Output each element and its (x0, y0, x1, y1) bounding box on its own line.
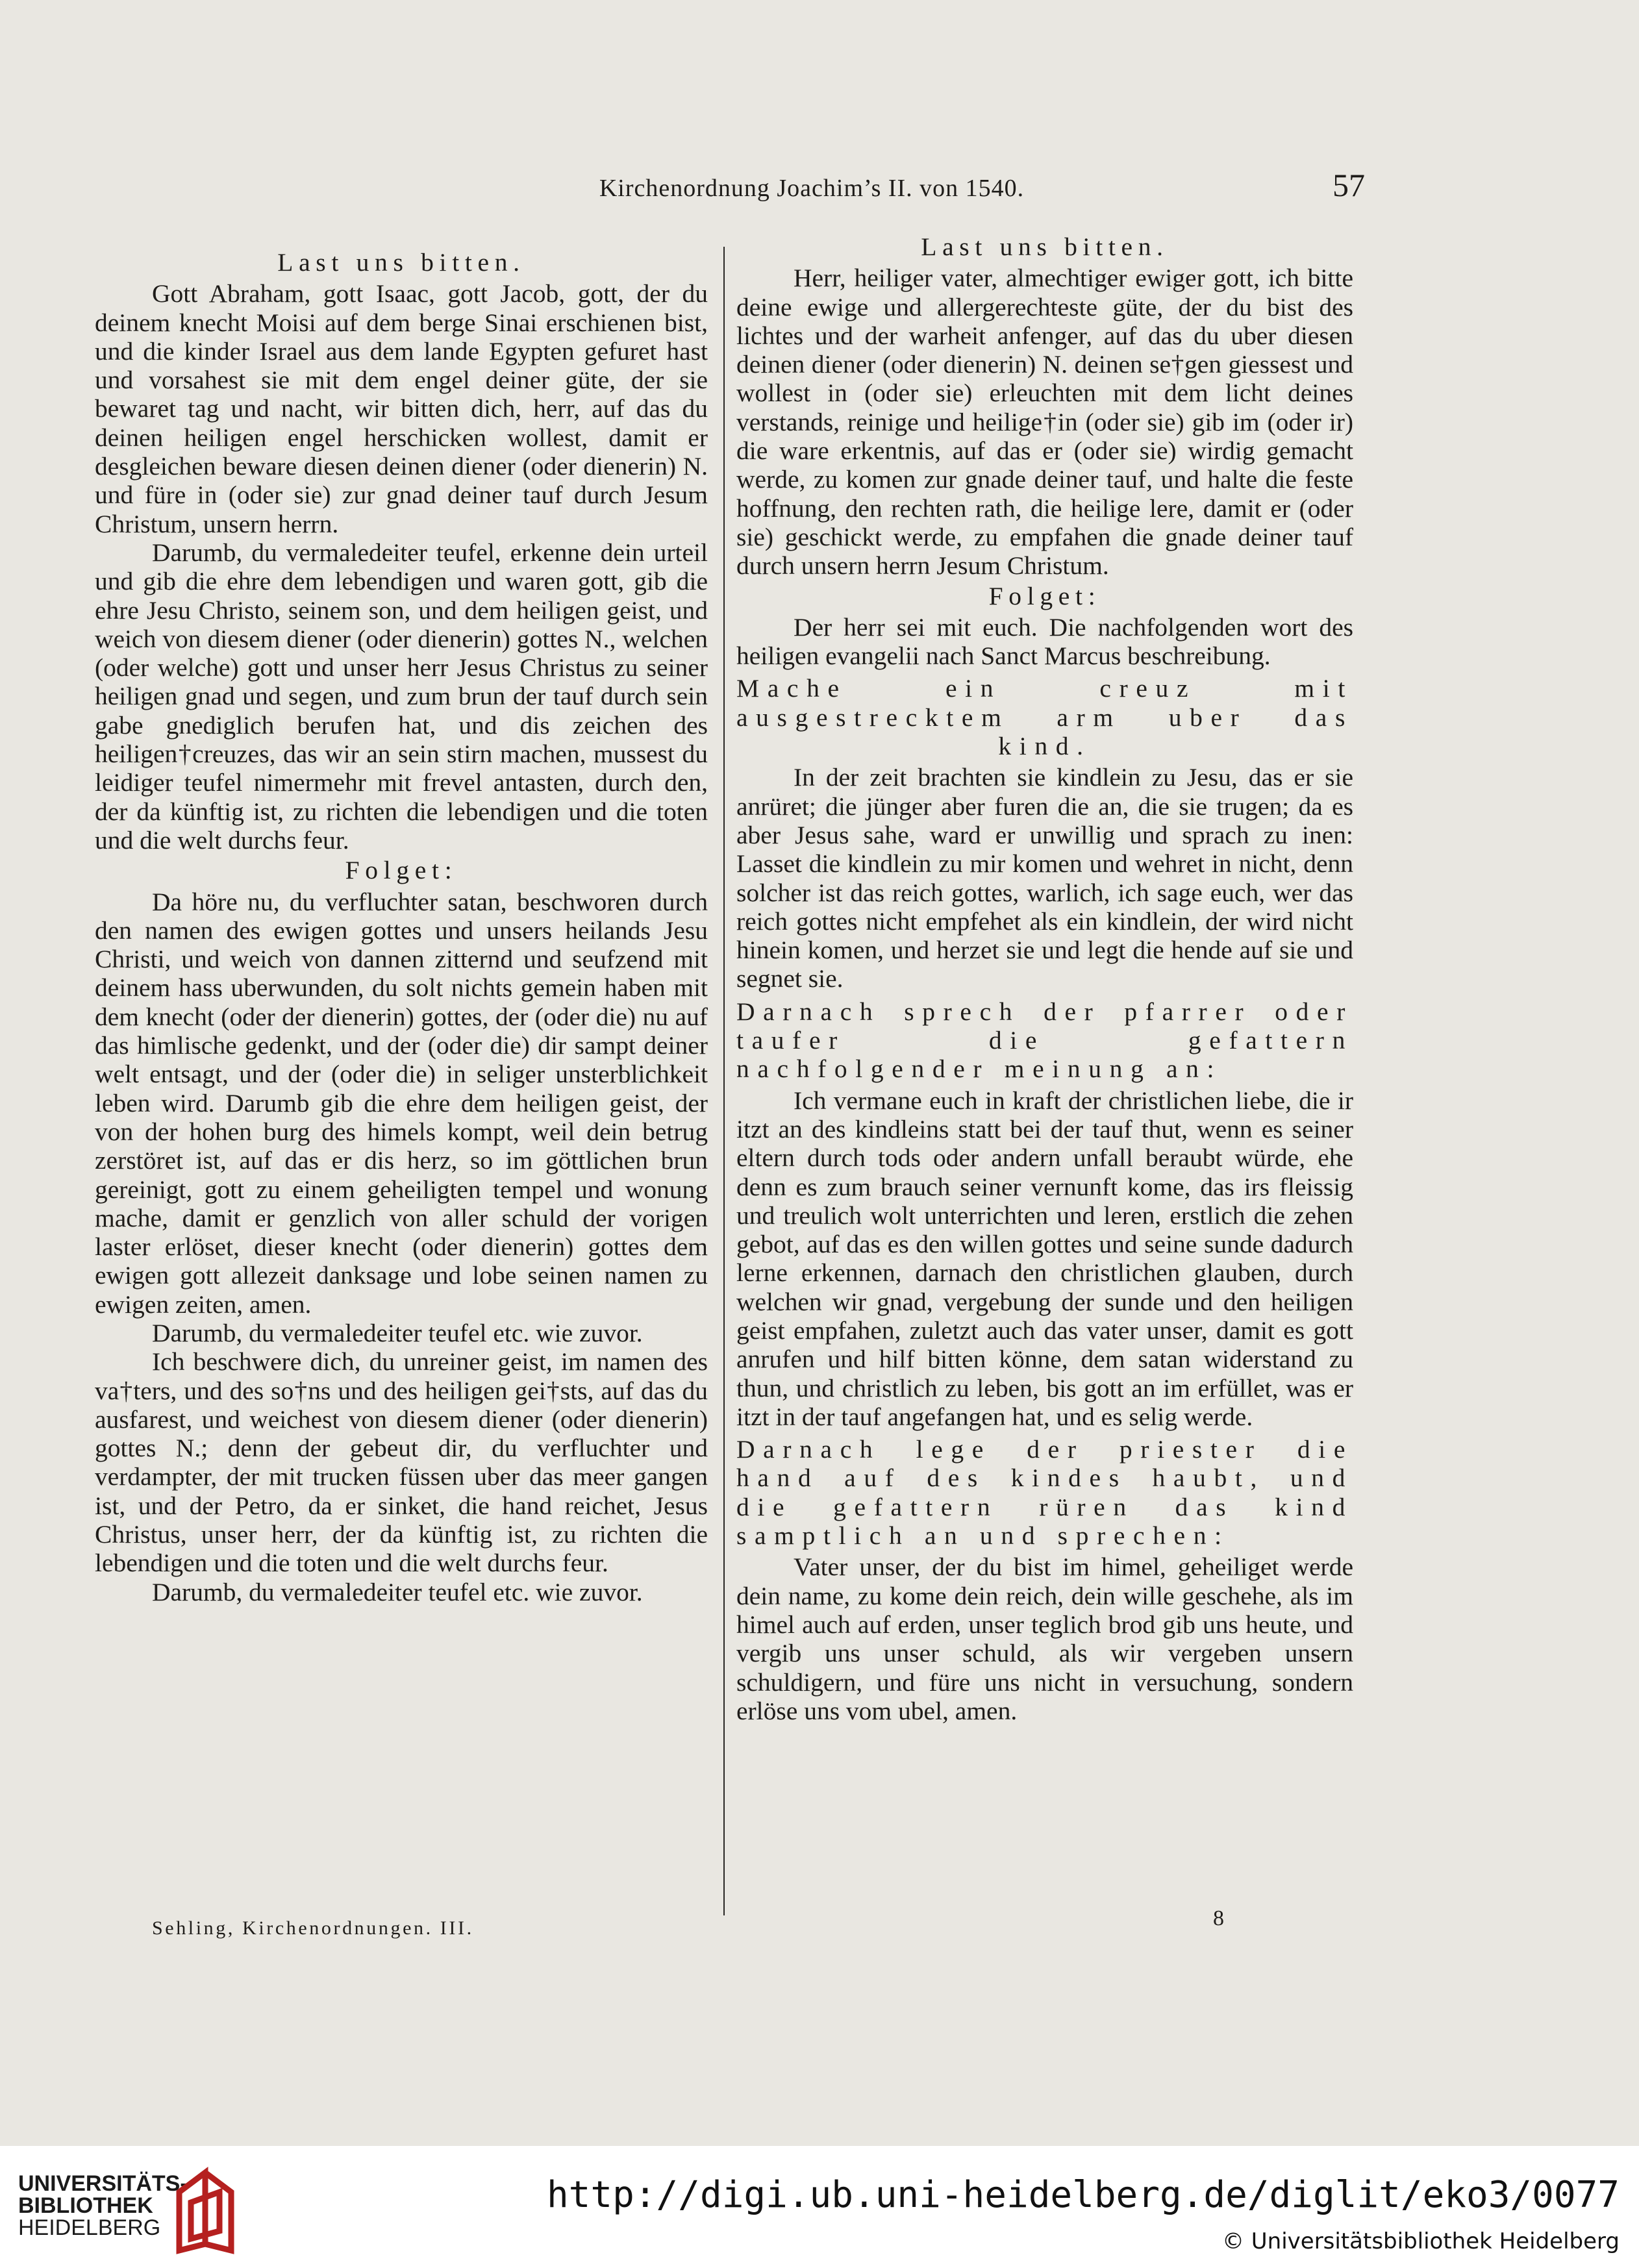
rubric-instruction: Darnach lege der priester die hand auf des kindes haubt, und die gefattern rüren das kind samptlich an und sprechen: (736, 1435, 1353, 1551)
sheet-number: 8 (1213, 1906, 1224, 1930)
right-column (736, 231, 1353, 1725)
paragraph: Ich beschwere dich, du unreiner geist, im namen des va†ters, und des so†ns und des heiligen gei†sts, auf das du ausfarest, und weichest von diesem diener (oder dienerin) gottes N.; denn der gebeut dir, du verfluchter und verdampter, der mit trucken füssen uber das meer gangen ist, und der Petro, da er sinket, die hand reichet, Jesus Christus, unser herr, der da künftig ist, zu richten die lebendigen und die toten und die welt durchs feur. (95, 1347, 708, 1578)
paragraph: Ich vermane euch in kraft der christlichen liebe, die ir itzt an des kindleins statt bei der tauf thut, wenn es seiner eltern durch tods oder andern unfall beraubt würde, ehe denn es zum brauch seiner vernunft kome, das irs fleissig und treulich wolt unterrichten und leren, erstlich die zehen gebot, auf das es den willen gottes und seine sunde dadurch lerne erkennen, darnach den christlichen glauben, durch welchen wir gnad, vergebung der sunde und den heiligen geist empfahen, zuletzt auch das vater unser, damit es gott anrufen und hilf bitten könne, dem satan widerstand zu thun, und christlich zu leben, bis gott an im erfüllet, was er itzt in der tauf angefangen hat, und es selig werde. (736, 1086, 1353, 1431)
library-logo[interactable] (18, 2162, 258, 2260)
paragraph: Da höre nu, du verfluchter satan, beschworen durch den namen des ewigen gottes und unsers heilands Jesu Christi, und weich von dannen zitternd und seufzend mit deinem hass uberwunden, du solt nichts gemein haben mit dem knecht (oder der dienerin) gottes, der (oder die) nu auf das himlische gedenkt, und der (oder die) dir sampt deiner welt entsagt, und der (oder die) in seliger unsterblichkeit leben wird. Darumb gib die ehre dem heiligen geist, der von der hohen burg des himels kompt, weil dein betrug zerstöret ist, auf das er dis herz, so im göttlichen brun gereinigt, gott zu einem geheiligten tempel und wonung mache, damit er genzlich von aller schuld der vorigen laster erlöset, dieser knecht (oder dienerin) gottes dem ewigen gott allezeit danksage und lobe seinen namen zu ewigen zeiten, amen. (95, 887, 708, 1319)
paragraph: Gott Abraham, gott Isaac, gott Jacob, gott, der du deinem knecht Moisi auf dem berge Sinai erschienen bist, und die kinder Israel aus dem lande Egypten gefuret hast und vorsahest sie mit dem engel deiner güte, der sie bewaret tag und nacht, wir bitten dich, herr, auf das du deinen heiligen engel herschicken wollest, damit er desgleichen beware diesen deinen diener (oder dienerin) N. und füre in (oder sie) zur gnad deiner tauf durch Jesum Christum, unsern herrn. (95, 279, 708, 538)
logo-wordmark (18, 2173, 188, 2239)
paragraph: Der herr sei mit euch. Die nachfolgenden wort des heiligen evangelii nach Sanct Marcus beschreibung. (736, 612, 1353, 671)
column-divider (723, 247, 725, 1915)
heading-folget: Folget: (988, 581, 1101, 610)
heading-last-uns-bitten: Last uns bitten. (277, 248, 525, 277)
permalink-url[interactable]: http://digi.ub.uni-heidelberg.de/diglit/eko3/0077 (546, 2174, 1620, 2216)
running-head: Kirchenordnung Joachim’s II. von 1540. (599, 175, 1025, 202)
heading-folget: Folget: (345, 856, 458, 885)
heading-last-uns-bitten: Last uns bitten. (921, 232, 1169, 261)
paragraph: In der zeit brachten sie kindlein zu Jesu, das er sie anrüret; die jünger aber furen die an, die sie trugen; da es aber Jesus sahe, ward er unwillig und sprach zu inen: Lasset die kindlein zu mir komen und wehret in nicht, denn solcher ist das reich gottes, warlich, ich sage euch, wer das reich gottes nicht empfehet als ein kindlein, der wird nicht hinein komen, und herzet sie und legt die hende auf sie und segnet sie. (736, 763, 1353, 993)
paragraph: Herr, heiliger vater, almechtiger ewiger gott, ich bitte deine ewige und allergerechteste güte, der du bist des lichtes und der warheit anfenger, auf das du uber diesen deinen diener (oder dienerin) N. deinen se†gen giessest und wollest in (oder sie) erleuchten mit dem licht deines verstands, reinige und heilige†in (oder sie) gib im (oder ir) die ware erkentnis, auf das er (oder sie) wirdig gemacht werde, zu komen zur gnade deiner tauf, und halte die feste hoffnung, den rechten rath, die heilige lere, damit er (oder sie) geschickt werde, zu empfahen die gnade deiner tauf durch unsern herrn Jesum Christum. (736, 264, 1353, 580)
paragraph: Darumb, du vermaledeiter teufel etc. wie zuvor. (152, 1318, 643, 1347)
rubric-instruction: Darnach sprech der pfarrer oder taufer die gefattern nachfolgender meinung an: (736, 997, 1353, 1084)
logo-line: HEIDELBERG (18, 2215, 161, 2240)
logo-line: UNIVERSITÄTS- (18, 2171, 188, 2196)
paragraph: Vater unser, der du bist im himel, geheiliget werde dein name, zu kome dein reich, dein wille geschehe, als im himel auch auf erden, unser teglich brod gib uns heute, und vergib uns unser schuld, als wir vergeben unsern schuldigern, und füre uns nicht in versuchung, sondern erlöse uns vom ubel, amen. (736, 1552, 1353, 1725)
paragraph: Darumb, du vermaledeiter teufel etc. wie zuvor. (152, 1577, 643, 1606)
left-column (95, 247, 708, 1606)
page-number: 57 (1332, 167, 1365, 203)
copyright-notice: © Universitätsbibliothek Heidelberg (1221, 2228, 1620, 2254)
signature-line: Sehling, Kirchenordnungen. III. (152, 1917, 474, 1939)
paragraph: Darumb, du vermaledeiter teufel, erkenne dein urteil und gib die ehre dem lebendigen und waren gott, gib die ehre Jesu Christo, seinem son, und dem heiligen geist, und weich von diesem diener (oder dienerin) gottes N., welchen (oder welche) gott und unser herr Jesus Christus zu seiner heiligen gnad und segen, und zum brun der tauf durch sein gabe gnediglich berufen hat, und dis zeichen des heiligen†creuzes, das wir an sein stirn machen, mussest du leidiger teufel nimermehr mit frevel antasten, durch den, der da künftig ist, zu richten die lebendigen und die toten und die welt durchs feur. (95, 538, 708, 854)
logo-line: BIBLIOTHEK (18, 2193, 153, 2218)
library-emblem-icon (166, 2166, 244, 2256)
rubric-instruction: Mache ein creuz mit ausgestrecktem arm uber das kind. (736, 674, 1353, 761)
